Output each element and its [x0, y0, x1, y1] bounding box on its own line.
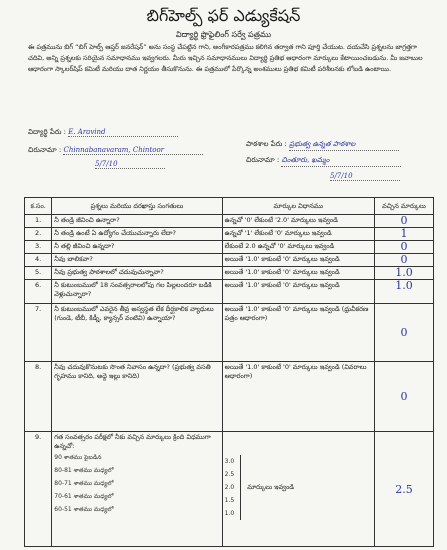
row-score[interactable]: 0: [374, 362, 433, 432]
marks-scale-item: 60-51 శాతము మధ్యలో: [54, 506, 114, 513]
marks-points-item: 3.0: [224, 458, 235, 465]
table-row: [25, 362, 434, 432]
student-name-value[interactable]: E. Aravind: [68, 128, 178, 137]
student-address-row: [28, 146, 203, 156]
school-address-row: [246, 156, 401, 167]
marks-points-item: 2.5: [224, 471, 235, 478]
row-rule: అయితే '1.0' కాకుంటే '0' మార్కులు ఇవ్వండి (ధ్రువీకరణ పత్రం ఆధారంగా): [222, 304, 374, 362]
table-row: [25, 432, 434, 547]
marks-scale-item: 70-61 శాతము మధ్యలో: [54, 493, 114, 500]
row-rule: లేకుంటే 2.0 ఉన్నచో '0' మార్కులు ఇవ్వండి: [222, 241, 374, 254]
row-number: 3.: [25, 241, 52, 254]
table-header-row: [25, 198, 434, 215]
row-score[interactable]: 0: [374, 241, 433, 254]
row-question: [52, 432, 222, 547]
page-title: బిగ్‌హెల్ప్ ఫర్ ఎడ్యుకేషన్: [146, 6, 301, 25]
header-score: వచ్చిన మార్కులు: [374, 198, 433, 215]
row-score[interactable]: 0: [374, 304, 433, 362]
row-rule: ఉన్నచో '1' లేకుంటే '0' మార్కులు ఇవ్వండి: [222, 228, 374, 241]
row-score[interactable]: 0: [374, 254, 433, 267]
row-rule: [222, 432, 374, 547]
school-name-row: [246, 140, 399, 151]
header-rule: మార్కుల విధానము: [222, 198, 374, 215]
table-row: [25, 228, 434, 241]
table-row: [25, 267, 434, 280]
school-date-value[interactable]: 5/7/10: [330, 172, 400, 181]
school-name-label: పాఠశాల పేరు :: [246, 140, 287, 148]
row-question: నీ తండ్రి జీవించి ఉన్నారా?: [52, 215, 222, 228]
table-row: [25, 241, 434, 254]
row-rule: ఉన్నచో '0' లేకుంటే '2.0' మార్కులు ఇవ్వండి: [222, 215, 374, 228]
marks-scale-item: 80-71 శాతము మధ్యలో: [54, 480, 114, 487]
row-question: నీ కుటుంబములో ఎవరైన తీవ్ర అస్వస్థత లేక దీర్ఘకాలిక వ్యాధులు (గుండె, టీబీ, కిడ్నీ, క్యాన్సర్ వంటివి) ఉన్నాయా?: [52, 304, 222, 362]
row-question: నీవు చదువుకొనుటకు సొంత నివాసం ఉన్నదా? (ప్రభుత్వ వసతి గృహము కానిది, అద్దె ఇల్లు కానిది): [52, 362, 222, 432]
table-row: [25, 280, 434, 304]
student-name-row: [28, 128, 178, 138]
row-number: 9.: [25, 432, 52, 547]
school-name-value[interactable]: ప్రభుత్వ ఉన్నత పాఠశాల: [289, 140, 399, 151]
school-address-label: చిరునామా :: [246, 156, 280, 164]
school-date-row: [330, 172, 400, 181]
row-rule: అయితే '1.0' కాకుంటే '0' మార్కులు ఇవ్వండి: [222, 280, 374, 304]
row-question: నీ కుటుంబములో 18 సంవత్సరాలలోపు గల పిల్లలందరూ బడికి వెళ్లుచున్నారా?: [52, 280, 222, 304]
row-score[interactable]: 1.0: [374, 280, 433, 304]
row-number: 1.: [25, 215, 52, 228]
questions-table: [24, 197, 434, 547]
header-question: ప్రశ్నలు మరియు దరఖాస్తు సంగతులు: [52, 198, 222, 215]
student-address-value[interactable]: Chinnabanavaram, Chintoor: [63, 146, 203, 155]
marks-points-list: [225, 455, 242, 520]
marks-scale-list: [54, 451, 219, 516]
row-number: 5.: [25, 267, 52, 280]
row-number: 6.: [25, 280, 52, 304]
row-score[interactable]: 1: [374, 228, 433, 241]
row-question: నీవు ప్రభుత్వ పాఠశాలలో చదువుచున్నావా?: [52, 267, 222, 280]
row-number: 2.: [25, 228, 52, 241]
row-rule-text: మార్కులు ఇవ్వండి: [247, 483, 295, 491]
row-score[interactable]: 2.5: [374, 432, 433, 547]
table-row: [25, 215, 434, 228]
intro-paragraph: ఈ పత్రమును బిగ్ “బిగ్ హెల్ప్ ఆప్తర్ జనరేషన్” అను సంస్థ చేపట్టిన గాని, అంగీకారపత్రము కలిగిన తర్వాత గాని పూర్తి చేయుట. దయచేసి ప్రశ్నలను జాగ్రత్తగా చదివి, అన్ని ప్రశ్నలకు సరియైన సమాధానము ఇవ్వగలరు. మీరు ఇచ్చిన సమాధానములు విద్యార్థి ప్రతిభ ఆధారంగా మార్కులు కేటాయించబడును. మీ జవాబుల ఆధారంగా స్కాలర్‌షిప్ కమిటీ మరియు దాత నిర్ణయం తీసుకొనును. ఈ పత్రములో పేర్కొన్న అంశములు ప్రతిభ కమిటీ పరిశీలనకు లోబడి ఉంటాయి.: [28, 43, 423, 73]
student-address-label: చిరునామా :: [28, 146, 62, 154]
student-date-value[interactable]: 5/7/10: [95, 160, 165, 169]
row-question-text: గత సంవత్సరం పరీక్షలో నీకు వచ్చిన మార్కులు క్రింది విధముగా ఉన్నచో:: [54, 433, 211, 450]
row-rule: అయితే '1.0' కాకుంటే '0' మార్కులు ఇవ్వండి: [222, 254, 374, 267]
header-number: క.సం.: [25, 198, 52, 215]
school-address-value[interactable]: చింతూరు, ఖమ్మం: [281, 156, 401, 167]
row-number: 7.: [25, 304, 52, 362]
marks-points-item: 1.0: [224, 510, 235, 517]
row-rule: అయితే '1.0' కాకుంటే '0' మార్కులు ఇవ్వండి (వివరాలు ఆధారంగా): [222, 362, 374, 432]
student-date-row: [95, 160, 165, 169]
marks-scale-item: 80-81 శాతము మధ్యలో: [54, 467, 114, 474]
row-rule: అయితే '1.0' కాకుంటే '0' మార్కులు ఇవ్వండి: [222, 267, 374, 280]
row-number: 4.: [25, 254, 52, 267]
page-subtitle: విద్యార్థి ఫ్రొఫైలింగ్ సర్వే పత్రము: [175, 30, 272, 39]
marks-scale-item: 90 శాతము పైబడిన: [54, 454, 102, 461]
row-question: నీ తల్లి జీవించి ఉన్నదా?: [52, 241, 222, 254]
row-question: నీవు బాలికవా?: [52, 254, 222, 267]
marks-points-item: 1.5: [224, 497, 235, 504]
row-question: నీ తండ్రి ఉంటే ఏ ఉద్యోగం చేయుచున్నారు లేదా?: [52, 228, 222, 241]
row-score[interactable]: 0: [374, 215, 433, 228]
table-row: [25, 304, 434, 362]
table-row: [25, 254, 434, 267]
marks-points-item: 2.0: [224, 484, 235, 491]
row-number: 8.: [25, 362, 52, 432]
student-name-label: విద్యార్థి పేరు :: [28, 128, 66, 136]
row-score[interactable]: 1.0: [374, 267, 433, 280]
